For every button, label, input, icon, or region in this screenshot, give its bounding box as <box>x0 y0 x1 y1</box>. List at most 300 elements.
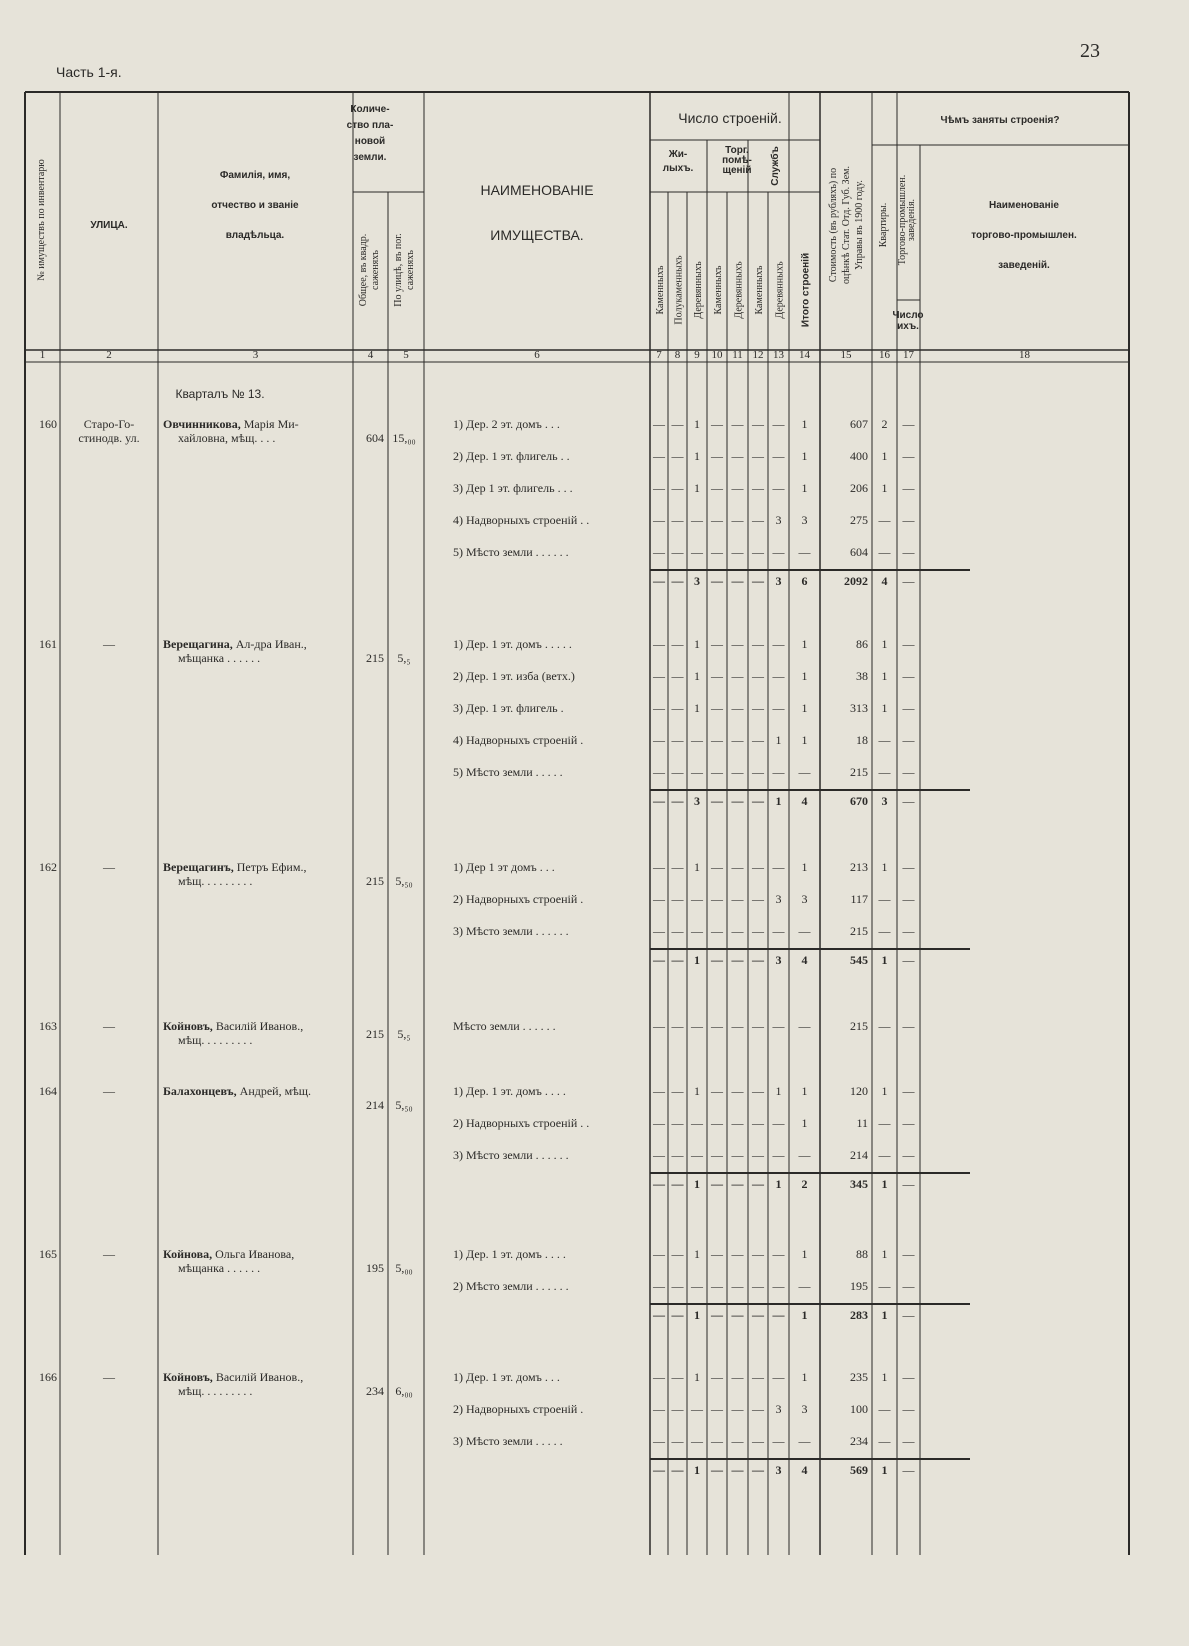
valuation: 195 <box>850 1279 868 1293</box>
building-count: 3 <box>775 892 782 906</box>
valuation: 604 <box>850 545 868 559</box>
building-count: — <box>691 892 703 906</box>
header-owner-name: отчество и званіе <box>211 200 299 211</box>
column-number: 2 <box>106 349 112 361</box>
building-count: 1 <box>694 860 700 874</box>
land-area: 215 <box>366 1027 384 1041</box>
apartments: 1 <box>881 669 888 683</box>
header-frontage: По улицѣ, въ пог. <box>393 233 404 307</box>
trade-count: — <box>902 701 915 715</box>
building-count: — <box>731 545 744 559</box>
building-count: — <box>772 1247 785 1261</box>
building-count: — <box>731 892 744 906</box>
building-count: — <box>711 481 723 495</box>
apartments: — <box>878 1148 891 1162</box>
apartments: — <box>878 513 891 527</box>
valuation: 234 <box>850 1434 868 1448</box>
total-buildings: 1 <box>801 1116 808 1130</box>
subtotal-building-count: — <box>671 1177 684 1191</box>
building-count: — <box>671 892 684 906</box>
building-count: — <box>752 669 764 683</box>
apartments: — <box>878 924 891 938</box>
trade-count: — <box>902 637 915 651</box>
building-count: — <box>752 1279 764 1293</box>
subtotal-building-count: 3 <box>775 1463 782 1477</box>
building-count: — <box>711 449 723 463</box>
subtotal-building-count: — <box>653 574 665 588</box>
frontage: 15,₀₀ <box>392 431 416 445</box>
property-item: 1) Дер. 2 эт. домъ . . . <box>453 417 560 431</box>
owner-status: мѣщ. . . . . . . . . <box>178 1384 253 1398</box>
valuation: 18 <box>856 733 868 747</box>
apartments: 1 <box>881 860 888 874</box>
building-count: 1 <box>694 417 700 431</box>
building-count: — <box>671 1084 684 1098</box>
building-count: — <box>653 669 665 683</box>
building-count: — <box>711 1402 723 1416</box>
subtotal-building-count: — <box>731 794 744 808</box>
column-number: 17 <box>903 349 914 361</box>
subtotal-building-count: 1 <box>694 1463 700 1477</box>
total-buildings: — <box>798 924 811 938</box>
building-count: — <box>752 1084 764 1098</box>
subtotal-total-buildings: 4 <box>801 1463 808 1477</box>
owner-status: мѣщ. . . . . . . . . <box>178 1033 253 1047</box>
street-name: — <box>103 1370 115 1384</box>
header-establishment-names: заведеній. <box>998 260 1050 271</box>
header-count: Число <box>892 310 924 321</box>
property-item: 1) Дер. 1 эт. домъ . . . . . <box>453 637 572 651</box>
owner-name <box>163 1084 311 1098</box>
building-count: 1 <box>694 701 700 715</box>
header-building-subcolumn: Деревянныхъ <box>693 261 704 319</box>
subtotal-building-count: 1 <box>694 1177 700 1191</box>
building-count: — <box>671 1370 684 1384</box>
building-count: — <box>731 860 744 874</box>
building-count: — <box>671 513 684 527</box>
building-count: — <box>731 1247 744 1261</box>
building-count: — <box>653 545 665 559</box>
building-count: — <box>653 892 665 906</box>
inventory-number: 162 <box>39 860 57 874</box>
column-number: 6 <box>534 349 540 361</box>
column-number: 11 <box>732 349 743 361</box>
trade-count: — <box>902 417 915 431</box>
property-item: 2) Мѣсто земли . . . . . . <box>453 1279 569 1293</box>
building-count: — <box>711 733 723 747</box>
trade-count: — <box>902 545 915 559</box>
owner-surname: Верещагина, <box>163 637 233 651</box>
building-count: — <box>711 1370 723 1384</box>
column-number: 15 <box>840 349 852 361</box>
building-count: 1 <box>694 669 700 683</box>
apartments: 1 <box>881 1084 888 1098</box>
inventory-number: 161 <box>39 637 57 651</box>
building-count: 1 <box>694 449 700 463</box>
column-number: 1 <box>39 349 46 361</box>
building-count: — <box>671 417 684 431</box>
header-building-subcolumn: Полукаменныхъ <box>673 255 685 325</box>
building-count: — <box>711 1279 723 1293</box>
property-item: 3) Мѣсто земли . . . . . . <box>453 1148 569 1162</box>
subtotal-trade-count: — <box>902 574 915 588</box>
owner-name <box>163 1370 303 1384</box>
owner-given-name: Ал-дра Иван., <box>232 637 307 651</box>
property-item: 2) Дер. 1 эт. изба (ветх.) <box>453 669 575 683</box>
inventory-number: 165 <box>39 1247 57 1261</box>
building-count: — <box>711 417 723 431</box>
building-count: — <box>731 1279 744 1293</box>
subtotal-building-count: — <box>711 1463 723 1477</box>
building-count: — <box>671 669 684 683</box>
total-buildings: 1 <box>801 449 808 463</box>
building-count: — <box>653 1370 665 1384</box>
building-count: — <box>731 637 744 651</box>
subtotal-building-count: — <box>653 1177 665 1191</box>
apartments: — <box>878 545 891 559</box>
street-name: — <box>103 1084 115 1098</box>
valuation: 214 <box>850 1148 868 1162</box>
building-count: — <box>653 1279 665 1293</box>
building-count: — <box>671 545 684 559</box>
trade-count: — <box>902 1279 915 1293</box>
building-count: — <box>731 449 744 463</box>
column-number: 4 <box>367 349 374 361</box>
building-count: — <box>691 733 703 747</box>
trade-count: — <box>902 765 915 779</box>
building-count: — <box>772 1019 785 1033</box>
header-living: лыхъ. <box>662 163 694 174</box>
valuation: 213 <box>850 860 868 874</box>
property-item: 2) Надворныхъ строеній . . <box>453 1116 590 1130</box>
header-inventory-number: № имуществъ по инвентарю <box>36 159 47 281</box>
owner-name <box>163 637 307 651</box>
trade-count: — <box>902 1247 915 1261</box>
header-trade-establishments: Торгово-промышлен. <box>897 174 908 266</box>
header-establishment-names: Наименованіе <box>989 200 1059 211</box>
trade-count: — <box>902 892 915 906</box>
land-area: 215 <box>366 874 384 888</box>
property-item: 3) Мѣсто земли . . . . . <box>453 1434 563 1448</box>
subtotal-building-count: — <box>671 794 684 808</box>
trade-count: — <box>902 1434 915 1448</box>
building-count: — <box>731 1019 744 1033</box>
header-property-name: НАИМЕНОВАНІЕ <box>480 182 594 198</box>
subtotal-building-count: — <box>731 1308 744 1322</box>
land-area: 604 <box>366 431 384 445</box>
subtotal-apartments: 1 <box>881 1463 888 1477</box>
trade-count: — <box>902 1370 915 1384</box>
total-buildings: 1 <box>801 1370 808 1384</box>
building-count: — <box>711 924 723 938</box>
subtotal-building-count: — <box>653 794 665 808</box>
header-land-group: Количе- <box>350 104 390 115</box>
valuation: 120 <box>850 1084 868 1098</box>
building-count: — <box>653 637 665 651</box>
total-buildings: — <box>798 1434 811 1448</box>
building-count: 1 <box>694 1084 700 1098</box>
header-area: Общее, въ квадр. <box>358 233 369 307</box>
building-count: — <box>752 417 764 431</box>
subtotal-building-count: 1 <box>694 1308 700 1322</box>
inventory-number: 160 <box>39 417 57 431</box>
owner-name <box>163 417 299 431</box>
building-count: — <box>653 417 665 431</box>
building-count: — <box>752 1402 764 1416</box>
owner-given-name: Марія Ми- <box>240 417 299 431</box>
frontage: 5,₅₀ <box>395 1098 413 1112</box>
owner-name <box>163 1247 294 1261</box>
building-count: — <box>653 701 665 715</box>
header-total-buildings: Итого строеній <box>800 252 812 328</box>
land-area: 214 <box>366 1098 384 1112</box>
total-buildings: 1 <box>801 481 808 495</box>
header-trade: помѣ- <box>722 155 752 166</box>
valuation: 215 <box>850 924 868 938</box>
building-count: — <box>691 513 703 527</box>
building-count: — <box>711 860 723 874</box>
column-number: 14 <box>799 349 810 361</box>
header-land-group: земли. <box>353 152 387 163</box>
building-count: — <box>671 1247 684 1261</box>
total-buildings: 1 <box>801 733 808 747</box>
total-buildings: 1 <box>801 669 808 683</box>
column-number: 12 <box>752 349 764 361</box>
building-count: — <box>711 1434 723 1448</box>
building-count: — <box>772 481 785 495</box>
building-count: — <box>752 545 764 559</box>
property-item: 3) Дер 1 эт. флигель . . . <box>453 481 573 495</box>
owner-status: мѣщанка . . . . . . <box>178 1261 261 1275</box>
building-count: — <box>731 669 744 683</box>
owner-name <box>163 860 306 874</box>
apartments: 2 <box>881 417 888 431</box>
column-number: 9 <box>694 349 700 361</box>
building-count: — <box>653 1084 665 1098</box>
column-number: 16 <box>879 349 890 361</box>
building-count: — <box>752 765 764 779</box>
apartments: — <box>878 1402 891 1416</box>
subtotal-building-count: — <box>752 1177 764 1191</box>
column-number: 7 <box>656 349 662 361</box>
owner-status: мѣщанка . . . . . . <box>178 651 261 665</box>
header-trade: щеній <box>722 165 752 176</box>
trade-count: — <box>902 669 915 683</box>
building-count: 1 <box>694 1370 700 1384</box>
building-count: — <box>653 1148 665 1162</box>
subtotal-building-count: — <box>653 953 665 967</box>
header-land-group: новой <box>354 136 386 147</box>
owner-surname: Койнова, <box>163 1247 213 1261</box>
building-count: — <box>671 1116 684 1130</box>
subtotal-total-buildings: 4 <box>801 953 808 967</box>
building-count: — <box>752 860 764 874</box>
building-count: — <box>691 1019 703 1033</box>
valuation: 100 <box>850 1402 868 1416</box>
building-count: — <box>691 1402 703 1416</box>
building-count: — <box>731 1402 744 1416</box>
inventory-number: 164 <box>39 1084 57 1098</box>
trade-count: — <box>902 513 915 527</box>
owner-status: хайловна, мѣщ. . . . <box>178 431 276 445</box>
subtotal-valuation: 345 <box>850 1177 868 1191</box>
column-number: 10 <box>711 349 723 361</box>
building-count: — <box>752 701 764 715</box>
trade-count: — <box>902 924 915 938</box>
subtotal-building-count: — <box>711 1177 723 1191</box>
apartments: 1 <box>881 637 888 651</box>
street-name: стинодв. ул. <box>78 431 140 445</box>
column-number: 8 <box>674 349 681 361</box>
subtotal-total-buildings: 6 <box>801 574 808 588</box>
trade-count: — <box>902 733 915 747</box>
subtotal-building-count: 3 <box>694 574 700 588</box>
subtotal-building-count: — <box>731 1177 744 1191</box>
header-building-subcolumn: Каменныхъ <box>655 265 666 315</box>
building-count: — <box>671 481 684 495</box>
building-count: 1 <box>694 637 700 651</box>
header-buildings-group: Число строеній. <box>678 110 782 126</box>
header-area: саженяхъ <box>370 250 381 290</box>
building-count: — <box>671 1434 684 1448</box>
building-count: — <box>691 545 703 559</box>
building-count: — <box>772 1279 785 1293</box>
subtotal-total-buildings: 4 <box>801 794 808 808</box>
building-count: — <box>653 733 665 747</box>
header-property-name: ИМУЩЕСТВА. <box>490 227 584 243</box>
trade-count: — <box>902 860 915 874</box>
building-count: — <box>772 1116 785 1130</box>
quarter-title: Кварталъ № 13. <box>175 387 265 401</box>
building-count: — <box>752 449 764 463</box>
building-count: — <box>691 1148 703 1162</box>
column-number: 3 <box>252 349 259 361</box>
subtotal-trade-count: — <box>902 1308 915 1322</box>
header-owner-name: владѣльца. <box>225 230 285 241</box>
apartments: — <box>878 765 891 779</box>
subtotal-apartments: 3 <box>881 794 888 808</box>
subtotal-valuation: 670 <box>850 794 868 808</box>
property-item: 4) Надворныхъ строеній . <box>453 733 584 747</box>
property-item: Мѣсто земли . . . . . . <box>453 1019 556 1033</box>
building-count: — <box>772 417 785 431</box>
building-count: — <box>772 1370 785 1384</box>
frontage: 5,₅₀ <box>395 874 413 888</box>
building-count: — <box>671 1279 684 1293</box>
building-count: — <box>731 481 744 495</box>
building-count: — <box>752 924 764 938</box>
building-count: — <box>711 892 723 906</box>
trade-count: — <box>902 1084 915 1098</box>
building-count: — <box>731 417 744 431</box>
building-count: — <box>671 733 684 747</box>
building-count: — <box>752 1019 764 1033</box>
valuation: 215 <box>850 1019 868 1033</box>
owner-given-name: Петръ Ефим., <box>233 860 307 874</box>
building-count: — <box>711 637 723 651</box>
column-number: 18 <box>1019 349 1030 361</box>
building-count: — <box>691 765 703 779</box>
subtotal-building-count: — <box>671 1463 684 1477</box>
valuation: 86 <box>856 637 868 651</box>
header-valuation: Управы въ 1900 году. <box>854 180 865 270</box>
part-label: Часть 1-я. <box>56 64 122 80</box>
building-count: — <box>731 924 744 938</box>
building-count: — <box>731 733 744 747</box>
page-number: 23 <box>1080 40 1100 62</box>
subtotal-building-count: — <box>752 953 764 967</box>
owner-given-name: Андрей, мѣщ. <box>236 1084 311 1098</box>
header-land-group: ство пла- <box>346 120 394 131</box>
subtotal-valuation: 545 <box>850 953 868 967</box>
building-count: — <box>772 637 785 651</box>
building-count: — <box>711 513 723 527</box>
header-owner-name: Фамилія, имя, <box>219 170 291 181</box>
building-count: — <box>752 1116 764 1130</box>
building-count: — <box>711 765 723 779</box>
land-area: 215 <box>366 651 384 665</box>
total-buildings: — <box>798 545 811 559</box>
header-valuation: оцѣнкѣ Стат. Отд. Губ. Зем. <box>841 166 852 284</box>
inventory-number: 166 <box>39 1370 57 1384</box>
apartments: 1 <box>881 481 888 495</box>
header-occupied-group: Чѣмъ заняты строенія? <box>940 115 1060 126</box>
building-count: — <box>653 449 665 463</box>
building-count: — <box>731 513 744 527</box>
building-count: — <box>752 1434 764 1448</box>
property-item: 1) Дер. 1 эт. домъ . . . . <box>453 1084 566 1098</box>
apartments: 1 <box>881 449 888 463</box>
building-count: — <box>691 1434 703 1448</box>
total-buildings: 1 <box>801 637 808 651</box>
subtotal-building-count: 1 <box>775 1177 782 1191</box>
subtotal-apartments: 1 <box>881 953 888 967</box>
subtotal-building-count: 1 <box>775 794 782 808</box>
building-count: — <box>752 892 764 906</box>
subtotal-building-count: — <box>671 574 684 588</box>
subtotal-total-buildings: 1 <box>801 1308 808 1322</box>
subtotal-building-count: 3 <box>775 953 782 967</box>
subtotal-building-count: — <box>671 953 684 967</box>
apartments: — <box>878 1279 891 1293</box>
building-count: 1 <box>694 1247 700 1261</box>
valuation: 313 <box>850 701 868 715</box>
building-count: — <box>711 1019 723 1033</box>
owner-given-name: Ольга Иванова, <box>212 1247 295 1261</box>
column-number: 13 <box>773 349 784 361</box>
trade-count: — <box>902 1148 915 1162</box>
subtotal-building-count: 3 <box>775 574 782 588</box>
street-name: Старо-Го- <box>83 417 135 431</box>
building-count: — <box>671 860 684 874</box>
building-count: — <box>731 701 744 715</box>
subtotal-trade-count: — <box>902 953 915 967</box>
building-count: — <box>772 449 785 463</box>
apartments: — <box>878 1116 891 1130</box>
subtotal-building-count: — <box>653 1463 665 1477</box>
subtotal-building-count: — <box>711 953 723 967</box>
building-count: — <box>711 1084 723 1098</box>
property-item: 5) Мѣсто земли . . . . . . <box>453 545 569 559</box>
subtotal-building-count: — <box>711 1308 723 1322</box>
subtotal-valuation: 569 <box>850 1463 868 1477</box>
subtotal-building-count: — <box>731 1463 744 1477</box>
subtotal-trade-count: — <box>902 794 915 808</box>
trade-count: — <box>902 481 915 495</box>
valuation: 117 <box>850 892 868 906</box>
subtotal-apartments: 1 <box>881 1308 888 1322</box>
header-building-subcolumn: Деревянныхъ <box>774 261 786 319</box>
